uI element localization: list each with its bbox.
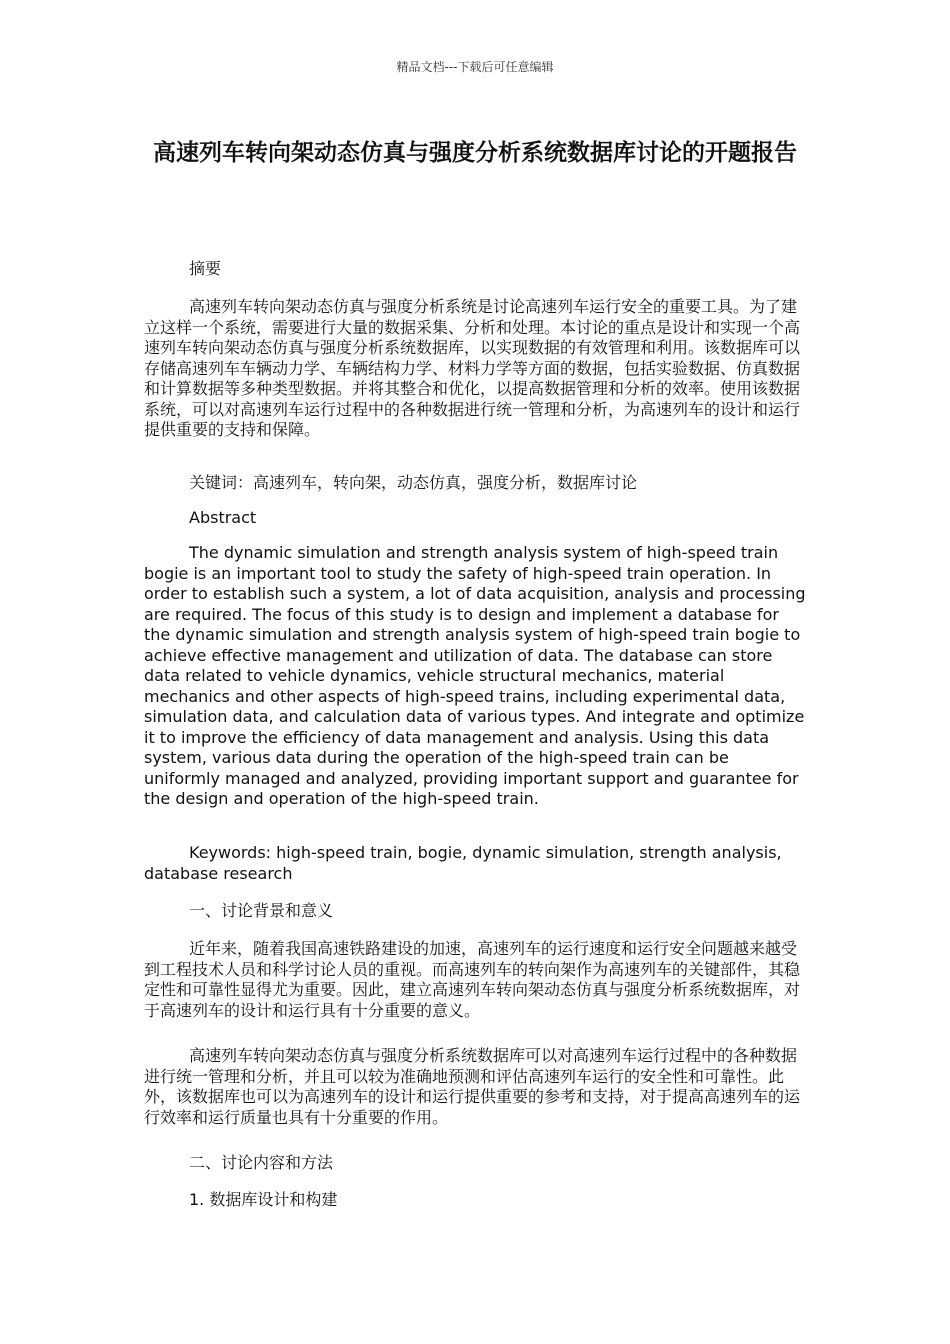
abstract-cn-keywords: 关键词：高速列车，转向架，动态仿真，强度分析，数据库讨论 (189, 473, 638, 492)
abstract-en-body: The dynamic simulation and strength analysis system of high-speed train bogie is an important tool to study the safety of high-speed train operation. In order to establish such a system, a lot of data acquisition, analysis and processing are required. The focus of this study is to design and implement a database for the dynamic simulation and strength analysis system of high-speed train bogie to achieve effective management and utilization of data. The database can store data related to vehicle dynamics, vehicle structural mechanics, material mechanics and other aspects of high-speed trains, including experimental data, simulation data, and calculation data of various types. And integrate and optimize it to improve the efficiency of data management and analysis. Using this data system, various data during the operation of the high-speed train can be uniformly managed and analyzed, providing important support and guarantee for the design and operation of the high-speed train. (144, 543, 806, 808)
section1-para2: 高速列车转向架动态仿真与强度分析系统数据库可以对高速列车运行过程中的各种数据进行统一管理和分析，并且可以较为准确地预测和评估高速列车运行的安全性和可靠性。此外，该数据库也可以为高速列车的设计和运行提供重要的参考和支持，对于提高高速列车的运行效率和运行质量也具有十分重要的作用。 (144, 1046, 801, 1127)
section2-heading: 二、讨论内容和方法 (189, 1153, 334, 1172)
document-title: 高速列车转向架动态仿真与强度分析系统数据库讨论的开题报告 (153, 140, 797, 166)
abstract-en-heading: Abstract (189, 508, 257, 527)
section1-para1: 近年来，随着我国高速铁路建设的加速，高速列车的运行速度和运行安全问题越来越受到工程技术人员和科学讨论人员的重视。而高速列车的转向架作为高速列车的关键部件，其稳定性和可靠性显得尤为重要。因此，建立高速列车转向架动态仿真与强度分析系统数据库，对于高速列车的设计和运行具有十分重要的意义。 (144, 939, 801, 1020)
section2-sub1: 1. 数据库设计和构建 (189, 1190, 338, 1209)
section1-heading: 一、讨论背景和意义 (189, 901, 334, 920)
abstract-cn-heading: 摘要 (189, 259, 222, 278)
header-note: 精品文档---下载后可任意编辑 (396, 60, 554, 74)
abstract-en-keywords: Keywords: high-speed train, bogie, dynamic simulation, strength analysis, database research (144, 843, 782, 883)
abstract-cn-body: 高速列车转向架动态仿真与强度分析系统是讨论高速列车运行安全的重要工具。为了建立这样一个系统，需要进行大量的数据采集、分析和处理。本讨论的重点是设计和实现一个高速列车转向架动态仿真与强度分析系统数据库，以实现数据的有效管理和利用。该数据库可以存储高速列车车辆动力学、车辆结构力学、材料力学等方面的数据，包括实验数据、仿真数据和计算数据等多种类型数据。并将其整合和优化，以提高数据管理和分析的效率。使用该数据系统，可以对高速列车运行过程中的各种数据进行统一管理和分析，为高速列车的设计和运行提供重要的支持和保障。 (144, 297, 801, 439)
